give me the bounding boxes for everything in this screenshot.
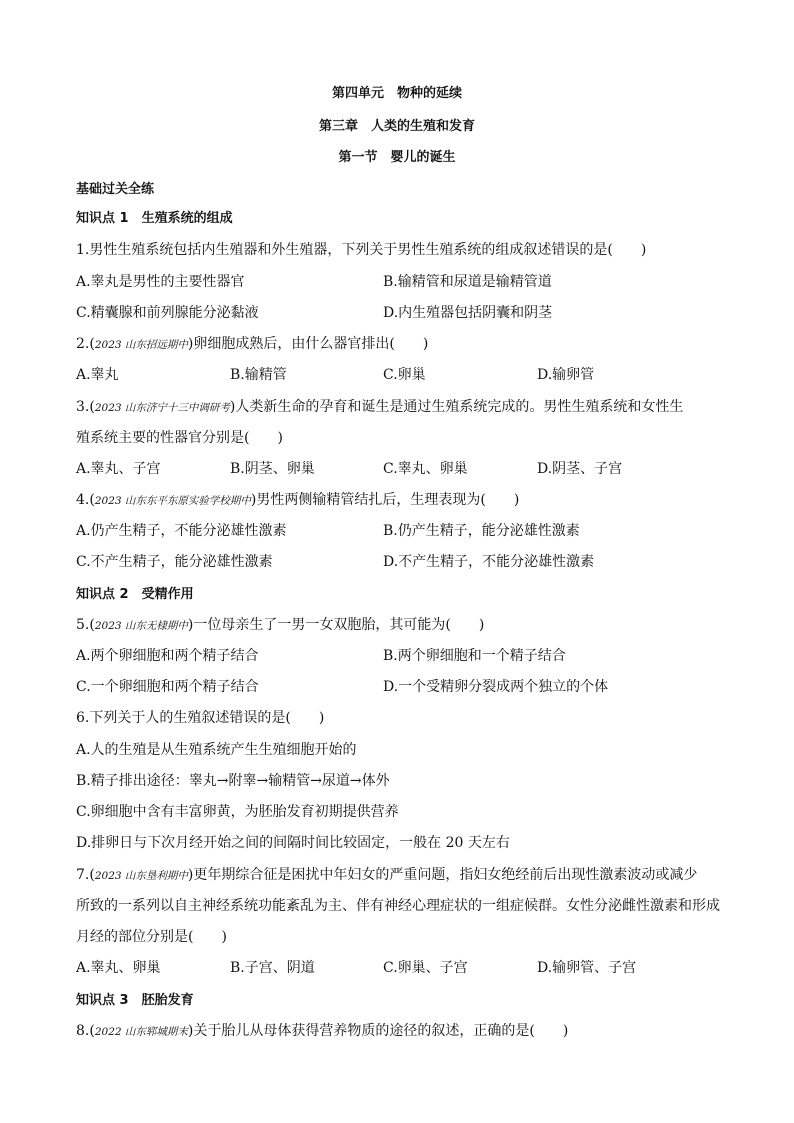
- question-7-stem-line2: 所致的一系列以自主神经系统功能紊乱为主、伴有神经心理症状的一组症候群。女性分泌雌性激素和形成: [76, 898, 720, 914]
- q3-text: )人类新生命的孕育和诞生是通过生殖系统完成的。男性生殖系统和女性生: [229, 399, 684, 415]
- knowledge-point-1: 知识点 1 生殖系统的组成: [76, 211, 233, 226]
- q2-option-d: D.输卵管: [537, 367, 595, 383]
- q1-option-b: B.输精管和尿道是输精管道: [383, 274, 552, 290]
- q6-option-a: A.人的生殖是从生殖系统产生生殖细胞开始的: [76, 742, 357, 758]
- q6-option-d: D.排卵日与下次月经开始之间的间隔时间比较固定，一般在 20 天左右: [76, 835, 510, 851]
- q1-option-a: A.睾丸是男性的主要性器官: [76, 274, 245, 290]
- q7-option-c: C.卵巢、子宫: [383, 960, 468, 976]
- q1-option-d: D.内生殖器包括阴囊和阴茎: [383, 305, 553, 321]
- q8-source: 2022 山东郓城期末: [94, 1026, 188, 1038]
- q6-option-b: B.精子排出途径：睾丸→附睾→输精管→尿道→体外: [76, 773, 390, 789]
- q5-option-b: B.两个卵细胞和一个精子结合: [383, 648, 566, 664]
- question-6-stem: 6.下列关于人的生殖叙述错误的是( ): [76, 710, 325, 726]
- q8-text: )关于胎儿从母体获得营养物质的途径的叙述，正确的是( ): [187, 1023, 569, 1039]
- q7-option-a: A.睾丸、卵巢: [76, 960, 161, 976]
- q2-number: 2.(: [76, 336, 95, 352]
- q3-option-d: D.阴茎、子宫: [537, 461, 623, 477]
- q4-option-a: A.仍产生精子，不能分泌雄性激素: [76, 523, 287, 539]
- q5-option-d: D.一个受精卵分裂成两个独立的个体: [383, 679, 609, 695]
- question-2-stem: [76, 333, 734, 353]
- q2-option-b: B.输精管: [230, 367, 287, 383]
- q7-option-d: D.输卵管、子宫: [537, 960, 637, 976]
- question-5-stem: [76, 614, 734, 634]
- question-4-stem: [76, 489, 734, 509]
- training-heading: 基础过关全练: [76, 182, 155, 197]
- q4-text: )男性两侧输精管结扎后，生理表现为( ): [250, 492, 520, 508]
- q4-source: 2023 山东东平东原实验学校期中: [94, 495, 251, 507]
- q4-option-d: D.不产生精子，不能分泌雄性激素: [383, 554, 595, 570]
- q3-source: 2023 山东济宁十三中调研考: [94, 402, 230, 414]
- chapter-title: 第三章 人类的生殖和发育: [318, 119, 475, 134]
- question-7-stem-line3: 月经的部位分别是( ): [76, 929, 227, 945]
- q5-option-a: A.两个卵细胞和两个精子结合: [76, 648, 259, 664]
- question-7-stem: [76, 864, 734, 884]
- q4-option-b: B.仍产生精子，能分泌雄性激素: [383, 523, 580, 539]
- q7-text: )更年期综合征是困扰中年妇女的严重问题，指妇女绝经前后出现性激素波动或减少: [187, 867, 698, 883]
- q1-option-c: C.精囊腺和前列腺能分泌黏液: [76, 305, 259, 321]
- q6-option-c: C.卵细胞中含有丰富卵黄，为胚胎发育初期提供营养: [76, 804, 399, 820]
- q5-text: )一位母亲生了一男一女双胞胎，其可能为( ): [187, 617, 485, 633]
- knowledge-point-3: 知识点 3 胚胎发育: [76, 993, 194, 1008]
- section-title: 第一节 婴儿的诞生: [338, 150, 456, 165]
- question-3-stem: [76, 396, 734, 416]
- unit-title: 第四单元 物种的延续: [331, 86, 462, 101]
- q8-number: 8.(: [76, 1023, 95, 1039]
- q2-option-c: C.卵巢: [383, 367, 426, 383]
- q7-option-b: B.子宫、阴道: [230, 960, 315, 976]
- q3-number: 3.(: [76, 399, 95, 415]
- question-8-stem: [76, 1020, 734, 1040]
- q7-source: 2023 山东垦利期中: [94, 870, 188, 882]
- q4-number: 4.(: [76, 492, 95, 508]
- q5-number: 5.(: [76, 617, 95, 633]
- question-3-stem-line2: 殖系统主要的性器官分别是( ): [76, 430, 283, 446]
- q3-option-c: C.睾丸、卵巢: [383, 461, 468, 477]
- question-1-stem: 1.男性生殖系统包括内生殖器和外生殖器，下列关于男性生殖系统的组成叙述错误的是( ): [76, 242, 647, 258]
- q3-option-a: A.睾丸、子宫: [76, 461, 161, 477]
- q2-text: )卵细胞成熟后，由什么器官排出( ): [187, 336, 429, 352]
- q5-source: 2023 山东无棣期中: [94, 620, 188, 632]
- knowledge-point-2: 知识点 2 受精作用: [76, 587, 194, 602]
- q7-number: 7.(: [76, 867, 95, 883]
- q2-option-a: A.睾丸: [76, 367, 119, 383]
- q2-source: 2023 山东招远期中: [94, 339, 188, 351]
- q5-option-c: C.一个卵细胞和两个精子结合: [76, 679, 259, 695]
- q4-option-c: C.不产生精子，能分泌雄性激素: [76, 554, 273, 570]
- q3-option-b: B.阴茎、卵巢: [230, 461, 315, 477]
